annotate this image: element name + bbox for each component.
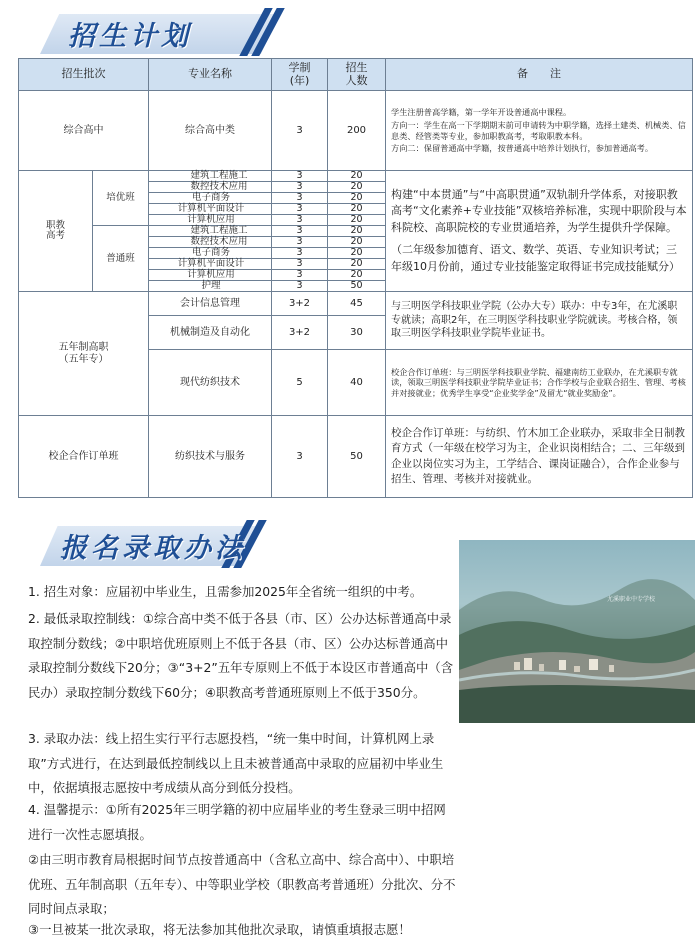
count-cell: 20 xyxy=(328,215,386,226)
note-cell: 校企合作订单班：与三明医学科技职业学院、福建南纺工业联办，在尤溪职专就读，领取三明医学科技职业学院毕业证书；合作学校与企业联合招生、管理、考核并对接就业；优秀学生享受“企业奖学金”及留尤“就业奖励金”。 xyxy=(386,350,693,416)
major-cell: 建筑工程施工 xyxy=(149,171,272,182)
major-cell: 综合高中类 xyxy=(149,91,272,171)
major-cell: 数控技术应用 xyxy=(149,237,272,248)
count-cell: 40 xyxy=(328,350,386,416)
header-count: 招生 人数 xyxy=(328,59,386,91)
header-batch: 招生批次 xyxy=(19,59,149,91)
years-cell: 3 xyxy=(272,91,328,171)
admission-item-method: 3. 录取办法：线上招生实行平行志愿投档，“统一集中时间，计算机网上录取”方式进行，在达到最低控制线以上且未被普通高中录取的应届初中毕业生中，依据填报志愿按中考成绩从高分到低分投档。 xyxy=(28,731,444,795)
count-cell: 20 xyxy=(328,248,386,259)
admission-item-min-score: 2. 最低录取控制线：①综合高中类不低于各县（市、区）公办达标普通高中录取控制分数线；②中职培优班原则上不低于各县（市、区）公办达标普通高中录取控制分数线下20分；③“3+2”五年专原则上不低于本设区市普通高中（含民办）录取控制分数线下60分；④职教高考普通班原则上不低于350分。 xyxy=(28,611,454,700)
years-cell: 3+2 xyxy=(272,292,328,316)
years-cell: 3 xyxy=(272,281,328,292)
years-cell: 3 xyxy=(272,270,328,281)
count-cell: 200 xyxy=(328,91,386,171)
count-cell: 20 xyxy=(328,171,386,182)
admission-item-tips-2: ②由三明市教育局根据时间节点按普通高中（含私立高中、综合高中）、中职培优班、五年制高职（五年专）、中等职业学校（职教高考普通班）分批次、分不同时间点录取； xyxy=(28,852,456,916)
header-years: 学制 (年) xyxy=(272,59,328,91)
section-title: 招生计划 xyxy=(68,21,192,52)
note-line: 方向二：保留普通高中学籍，按普通高中培养计划执行，参加普通高考。 xyxy=(391,143,654,154)
admission-item-tips: 4. 温馨提示：①所有2025年三明学籍的初中应届毕业的考生登录三明中招网进行一次性志愿填报。 xyxy=(28,802,446,842)
section-title: 报名录取办法 xyxy=(60,533,246,564)
years-cell: 3 xyxy=(272,226,328,237)
class-type-cell: 普通班 xyxy=(93,226,149,292)
years-cell: 3+2 xyxy=(272,316,328,350)
major-cell: 数控技术应用 xyxy=(149,182,272,193)
major-cell: 电子商务 xyxy=(149,248,272,259)
note-line: 构建“中本贯通”与“中高职贯通”双轨制升学体系，对接职教高考“文化素养+专业技能”双核培养标准，实现中职阶段与本科院校、高职院校的专业贯通培养，为学生提供升学保障。 xyxy=(391,187,687,234)
count-cell: 20 xyxy=(328,270,386,281)
table-row xyxy=(19,292,693,316)
major-cell: 计算机平面设计 xyxy=(149,259,272,270)
years-cell: 3 xyxy=(272,182,328,193)
class-type-cell: 培优班 xyxy=(93,171,149,226)
years-cell: 3 xyxy=(272,204,328,215)
years-cell: 3 xyxy=(272,259,328,270)
admission-section-header xyxy=(40,518,260,570)
years-cell: 3 xyxy=(272,237,328,248)
note-line: （二年级参加德育、语文、数学、英语、专业知识考试；三年级10月份前，通过专业技能鉴定取得证书完成技能赋分） xyxy=(391,243,680,273)
note-cell: 校企合作订单班：与纺织、竹木加工企业联办，采取非全日制教育方式（一年级在校学习为主，企业识岗相结合；二、三年级到企业以岗位实习为主，工学结合、课岗证融合），合作企业参与招生、管理、考核并对接就业。 xyxy=(386,416,693,498)
batch-cell: 综合高中 xyxy=(19,91,149,171)
batch-cell: 职教 高考 xyxy=(19,171,93,292)
table-row xyxy=(19,416,693,498)
count-cell: 20 xyxy=(328,182,386,193)
years-cell: 3 xyxy=(272,248,328,259)
count-cell: 30 xyxy=(328,316,386,350)
major-cell: 建筑工程施工 xyxy=(149,226,272,237)
admission-item-target: 1. 招生对象：应届初中毕业生，且需参加2025年全省统一组织的中考。 xyxy=(28,584,423,599)
batch-cell: 校企合作订单班 xyxy=(19,416,149,498)
count-cell: 45 xyxy=(328,292,386,316)
major-cell: 机械制造及自动化 xyxy=(149,316,272,350)
major-cell: 电子商务 xyxy=(149,193,272,204)
years-cell: 3 xyxy=(272,215,328,226)
count-cell: 20 xyxy=(328,193,386,204)
count-cell: 20 xyxy=(328,237,386,248)
enrollment-plan-table xyxy=(18,58,693,498)
note-line: 方向一：学生在高一下学期期末前可申请转为中职学籍，选择土建类、机械类、信息类、经管类等专业，参加职教高考，考取职教本科。 xyxy=(391,119,686,141)
major-cell: 护理 xyxy=(149,281,272,292)
header-major: 专业名称 xyxy=(149,59,272,91)
major-cell: 现代纺织技术 xyxy=(149,350,272,416)
admission-item-tips-3: ③一旦被某一批次录取，将无法参加其他批次录取，请慎重填报志愿！ xyxy=(28,922,411,937)
note-line: 学生注册普高学籍，第一学年开设普通高中课程。 xyxy=(391,107,572,118)
years-cell: 3 xyxy=(272,171,328,182)
campus-illustration xyxy=(459,540,695,723)
years-cell: 3 xyxy=(272,416,328,498)
plan-section-header xyxy=(40,6,280,58)
major-cell: 会计信息管理 xyxy=(149,292,272,316)
years-cell: 3 xyxy=(272,193,328,204)
photo-caption: 尤溪职业中专学校 xyxy=(607,596,656,603)
count-cell: 50 xyxy=(328,281,386,292)
campus-aerial-photo xyxy=(459,540,695,723)
years-cell: 5 xyxy=(272,350,328,416)
note-cell xyxy=(386,91,693,171)
major-cell: 计算机应用 xyxy=(149,215,272,226)
count-cell: 20 xyxy=(328,259,386,270)
note-cell xyxy=(386,171,693,292)
major-cell: 纺织技术与服务 xyxy=(149,416,272,498)
table-row xyxy=(19,91,693,171)
table-row xyxy=(19,171,693,182)
count-cell: 50 xyxy=(328,416,386,498)
batch-cell: 五年制高职 （五年专） xyxy=(19,292,149,416)
table-header-row xyxy=(19,59,693,91)
major-cell: 计算机平面设计 xyxy=(149,204,272,215)
note-cell: 与三明医学科技职业学院（公办大专）联办：中专3年，在尤溪职专就读；高职2年，在三明医学科技职业学院就读。考核合格，领取三明医学科技职业学院毕业证书。 xyxy=(386,292,693,350)
count-cell: 20 xyxy=(328,226,386,237)
header-note: 备 注 xyxy=(386,59,693,91)
count-cell: 20 xyxy=(328,204,386,215)
major-cell: 计算机应用 xyxy=(149,270,272,281)
